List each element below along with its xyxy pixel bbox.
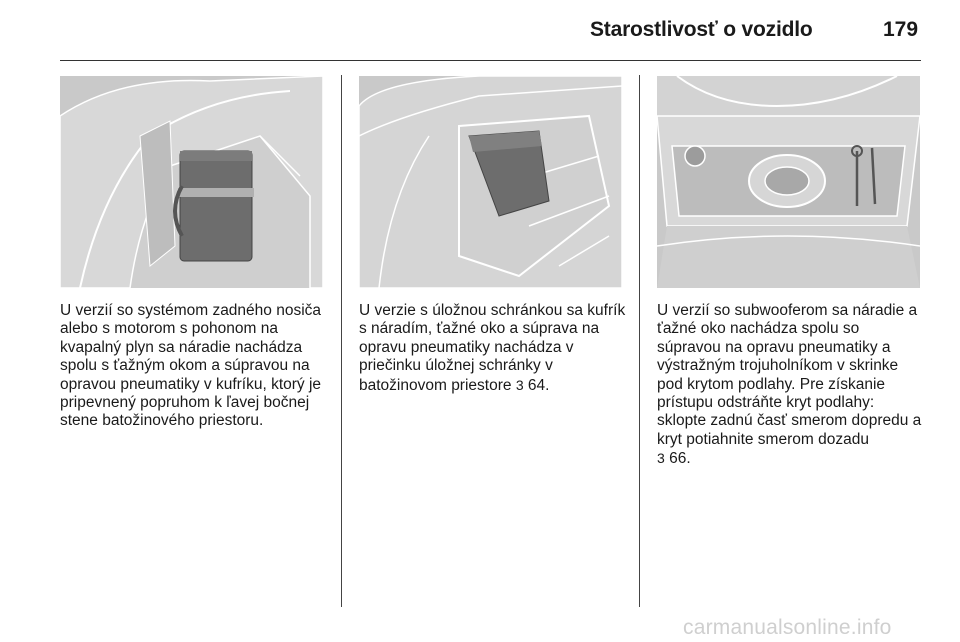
- column-2-text: [359, 302, 629, 395]
- column-1-text: [60, 302, 328, 431]
- xref-arrow-icon: 3: [657, 450, 665, 467]
- page-number: 179: [883, 18, 919, 41]
- column-2-xref-page[interactable]: 64.: [527, 376, 550, 394]
- column-1-paragraph: U verzií so systémom zadného nosiča alebo s motorom s pohonom na kvapalný plyn sa náradie nachádza spolu s ťažným okom a súpravou na opravou pneumatiky v kufríku, ktorý je pripevnený popruhom k ľavej bočnej stene batožinového priestoru.: [60, 302, 322, 430]
- xref-arrow-icon: 3: [515, 376, 524, 393]
- column-3-body: U verzií so subwooferom sa náradie a ťažné oko nachádza spolu so súpravou na opravu pneumatiky a výstražným trojuholníkom v skrinke pod krytom podlahy. Pre získanie prístupu odstráňte kryt podlahy: sklopte zadnú časť smerom dopredu a kryt potiahnite smerom dozadu: [657, 302, 922, 448]
- illustration-trunk-side-case: [60, 76, 323, 288]
- column-divider-right: [639, 75, 640, 607]
- illustration-storage-box: [359, 76, 622, 288]
- column-3-text: [657, 302, 925, 469]
- header-title: Starostlivosť o vozidlo: [590, 18, 813, 41]
- column-3-paragraph: [657, 302, 925, 469]
- header-rule: [60, 60, 921, 61]
- watermark: carmanualsonline.info: [683, 616, 892, 639]
- column-2-body: U verzie s úložnou schránkou sa kufrík s náradím, ťažné oko a súprava na opravu pneumatiky nachádza v priečinku úložnej schránky v batožinovom priestore: [359, 302, 626, 394]
- column-2-paragraph: [359, 302, 629, 395]
- column-divider-left: [341, 75, 342, 607]
- illustration-subwoofer-underfloor: [657, 76, 920, 288]
- column-3-xref-page[interactable]: 66.: [669, 450, 691, 468]
